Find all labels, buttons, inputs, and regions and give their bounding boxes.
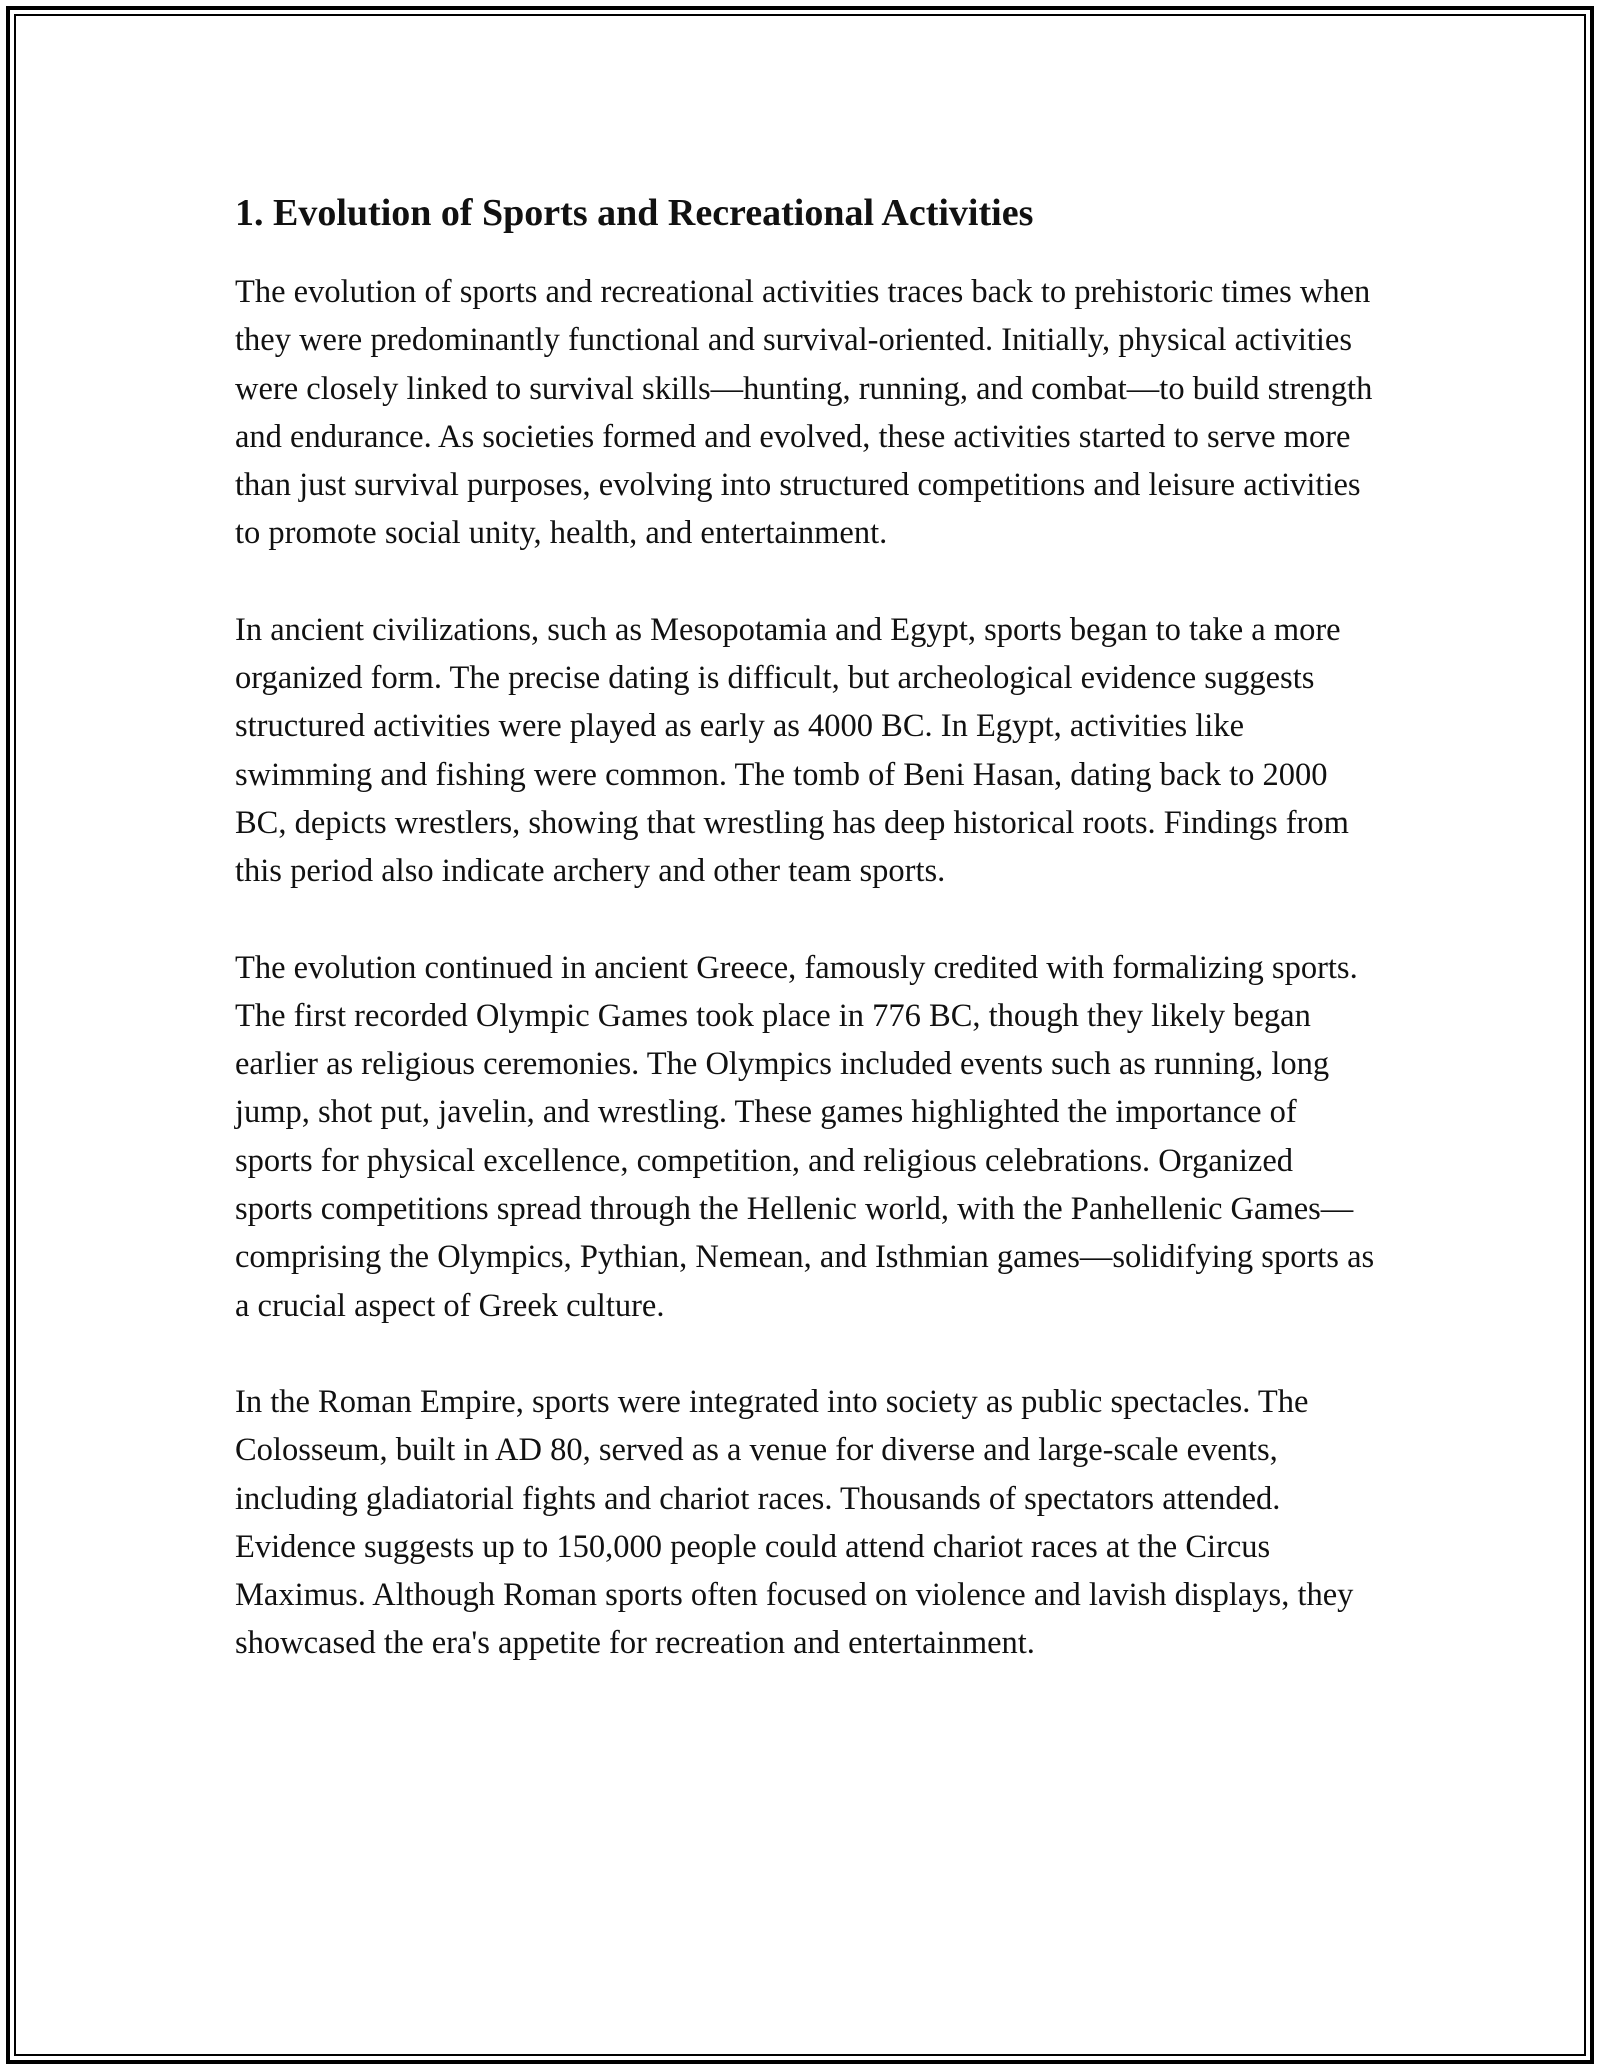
- document-page: [235, 184, 1375, 1716]
- paragraph-ancient-civilizations: In ancient civilizations, such as Mesopotamia and Egypt, sports began to take a more organized form. The precise dating is difficult, but archeological evidence suggests structured activities were played as early as 4000 BC. In Egypt, activities like swimming and fishing were common. The tomb of Beni Hasan, dating back to 2000 BC, depicts wrestlers, showing that wrestling has deep historical roots. Findings from this period also indicate archery and other team sports.: [235, 611, 1349, 890]
- paragraph-ancient-greece: The evolution continued in ancient Greece, famously credited with formalizing sports. The first recorded Olympic Games took place in 776 BC, though they likely began earlier as religious ceremonies. The Olympics included events such as running, long jump, shot put, javelin, and wrestling. These games highlighted the importance of sports for physical excellence, competition, and religious celebrations. Organized sports competitions spread through the Hellenic world, with the Panhellenic Games—comprising the Olympics, Pythian, Nemean, and Isthmian games—solidifying sports as a crucial aspect of Greek culture.: [235, 949, 1375, 1324]
- paragraph-roman-empire: In the Roman Empire, sports were integrated into society as public spectacles. The Colosseum, built in AD 80, served as a venue for diverse and large-scale events, including gladiatorial fights and chariot races. Thousands of spectators attended. Evidence suggests up to 150,000 people could attend chariot races at the Circus Maximus. Although Roman sports often focused on violence and lavish displays, they showcased the era's appetite for recreation and entertainment.: [235, 1383, 1354, 1662]
- section-heading: 1. Evolution of Sports and Recreational Activities: [235, 192, 1034, 234]
- paragraph-prehistoric-origins: The evolution of sports and recreational activities traces back to prehistoric times when they were predominantly functional and survival-oriented. Initially, physical activities were closely linked to survival skills—hunting, running, and combat—to build strength and endurance. As societies formed and evolved, these activities started to serve more than just survival purposes, evolving into structured competitions and leisure activities to promote social unity, health, and entertainment.: [235, 274, 1373, 552]
